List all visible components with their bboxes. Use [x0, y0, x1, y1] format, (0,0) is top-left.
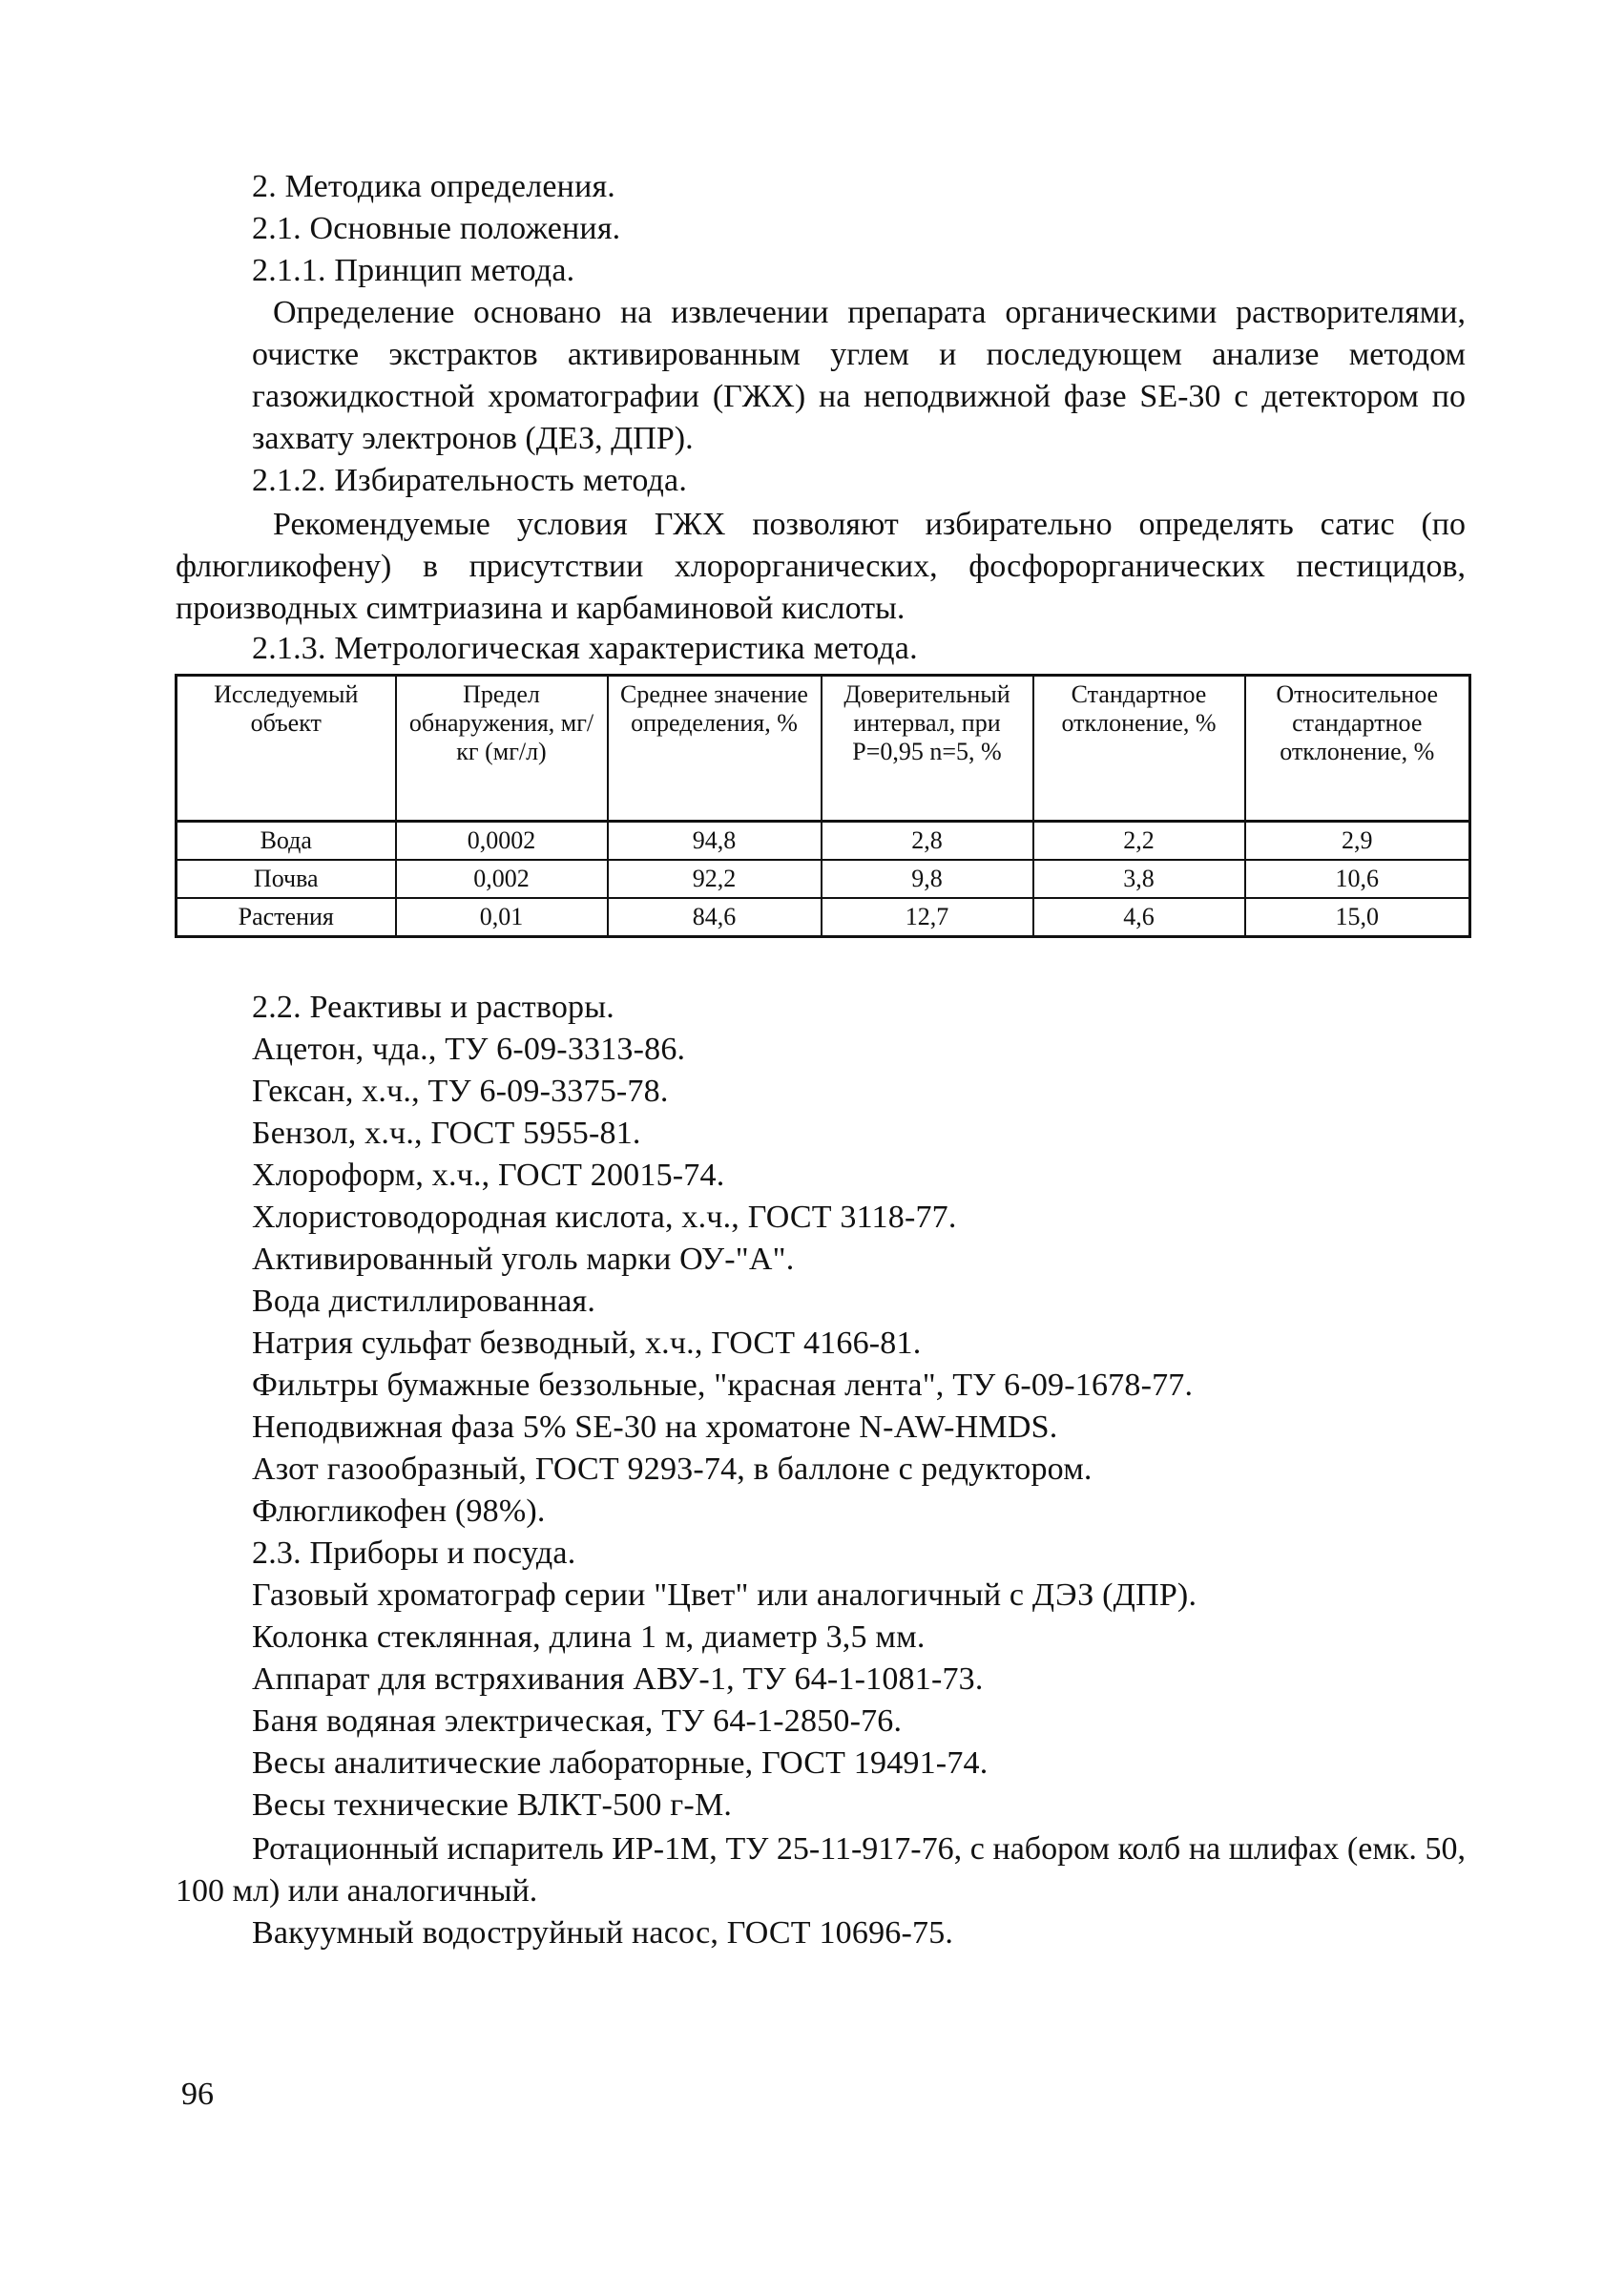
- paragraph-principle: Определение основано на извлечении препарата органическими растворителями, очистке экстрактов активированным углем и последующем анализе методом газожидкостной хроматографии (ГЖХ) на неподвижной фазе SE-30 с детектором по захвату электронов (ДЕЗ, ДПР).: [252, 295, 1466, 456]
- table-header-row: [177, 676, 1470, 822]
- table-cell: Растения: [177, 898, 396, 937]
- table-cell: 12,7: [822, 898, 1033, 937]
- metrology-table: [175, 674, 1471, 938]
- table-header-cell: Относительное стандартное отклонение, %: [1245, 676, 1470, 822]
- equipment-item: Аппарат для встряхивания АВУ-1, ТУ 64-1-1081-73.: [252, 1661, 984, 1697]
- table-header-cell: Среднее значение определения, %: [608, 676, 822, 822]
- table-cell: 0,01: [396, 898, 608, 937]
- table-cell: 92,2: [608, 860, 822, 898]
- reagent-item: Натрия сульфат безводный, х.ч., ГОСТ 4166-81.: [252, 1326, 922, 1361]
- table-cell: Почва: [177, 860, 396, 898]
- table-cell: 2,9: [1245, 822, 1470, 861]
- table-header-cell: Исследуемый объект: [177, 676, 396, 822]
- equipment-item: Весы аналитические лабораторные, ГОСТ 19491-74.: [252, 1745, 989, 1781]
- table-cell: 0,002: [396, 860, 608, 898]
- table-cell: Вода: [177, 822, 396, 861]
- heading-2-1-3: 2.1.3. Метрологическая характеристика метода.: [252, 631, 918, 666]
- table-header-cell: Доверительный интервал, при Р=0,95 n=5, %: [822, 676, 1033, 822]
- heading-2: 2. Методика определения.: [252, 169, 616, 204]
- table-cell: 3,8: [1033, 860, 1245, 898]
- heading-2-1-1: 2.1.1. Принцип метода.: [252, 253, 575, 288]
- table-cell: 9,8: [822, 860, 1033, 898]
- table-row: [177, 860, 1470, 898]
- table-cell: 15,0: [1245, 898, 1470, 937]
- reagent-item: Фильтры бумажные беззольные, "красная лента", ТУ 6-09-1678-77.: [252, 1368, 1194, 1403]
- heading-2-1: 2.1. Основные положения.: [252, 211, 621, 246]
- table-cell: 94,8: [608, 822, 822, 861]
- reagent-item: Хлороформ, х.ч., ГОСТ 20015-74.: [252, 1158, 725, 1193]
- table-cell: 2,8: [822, 822, 1033, 861]
- paragraph-selectivity: Рекомендуемые условия ГЖХ позволяют избирательно определять сатис (по флюгликофену) в присутствии хлорорганических, фосфорорганических пестицидов, производных симтриазина и карбаминовой кислоты.: [176, 507, 1466, 626]
- equipment-vacuum-pump: Вакуумный водоструйный насос, ГОСТ 10696-75.: [252, 1915, 954, 1951]
- heading-2-3: 2.3. Приборы и посуда.: [252, 1535, 576, 1571]
- equipment-item: Баня водяная электрическая, ТУ 64-1-2850-76.: [252, 1703, 903, 1739]
- table-row: [177, 822, 1470, 861]
- table-header-cell: Предел обнаружения, мг/кг (мг/л): [396, 676, 608, 822]
- reagent-item: Активированный уголь марки ОУ-"А".: [252, 1242, 795, 1277]
- reagent-item: Хлористоводородная кислота, х.ч., ГОСТ 3118-77.: [252, 1200, 957, 1235]
- equipment-item: Газовый хроматограф серии "Цвет" или аналогичный с ДЭЗ (ДПР).: [252, 1577, 1197, 1613]
- equipment-evaporator: Ротационный испаритель ИР-1М, ТУ 25-11-917-76, с набором колб на шлифах (емк. 50, 100 мл) или аналогичный.: [176, 1831, 1466, 1909]
- reagent-item: Вода дистиллированная.: [252, 1284, 596, 1319]
- reagent-item: Азот газообразный, ГОСТ 9293-74, в баллоне с редуктором.: [252, 1451, 1093, 1487]
- reagent-item: Бензол, х.ч., ГОСТ 5955-81.: [252, 1116, 641, 1151]
- reagent-item: Флюгликофен (98%).: [252, 1493, 546, 1529]
- table-cell: 10,6: [1245, 860, 1470, 898]
- heading-2-2: 2.2. Реактивы и растворы.: [252, 990, 614, 1025]
- table-cell: 2,2: [1033, 822, 1245, 861]
- table-cell: 84,6: [608, 898, 822, 937]
- reagent-item: Ацетон, чда., ТУ 6-09-3313-86.: [252, 1032, 686, 1067]
- table-cell: 4,6: [1033, 898, 1245, 937]
- table-row: [177, 898, 1470, 937]
- reagent-item: Гексан, х.ч., ТУ 6-09-3375-78.: [252, 1074, 669, 1109]
- table-header-cell: Стандартное отклонение, %: [1033, 676, 1245, 822]
- table-cell: 0,0002: [396, 822, 608, 861]
- heading-2-1-2: 2.1.2. Избирательность метода.: [252, 463, 688, 498]
- page-number: 96: [181, 2077, 214, 2112]
- reagent-item: Неподвижная фаза 5% SE-30 на хроматоне N-AW-HMDS.: [252, 1409, 1058, 1445]
- equipment-item: Весы технические ВЛКТ-500 г-М.: [252, 1787, 733, 1823]
- equipment-item: Колонка стеклянная, длина 1 м, диаметр 3,5 мм.: [252, 1619, 926, 1655]
